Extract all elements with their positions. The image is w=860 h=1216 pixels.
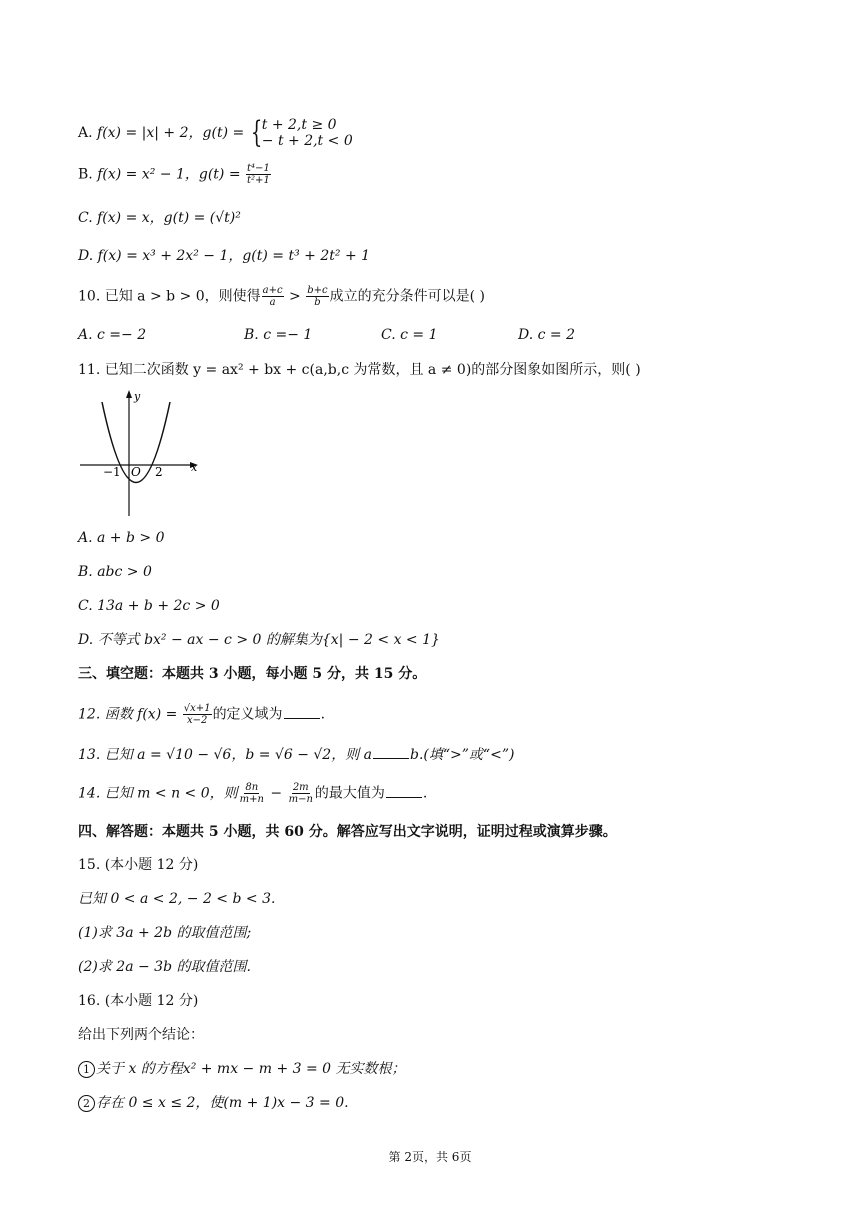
q14-answer-blank: [386, 783, 422, 798]
q11-option-c: C. 13a + b + 2c > 0: [78, 598, 220, 614]
section-4-heading: 四、解答题：本题共 5 小题，共 60 分。解答应写出文字说明，证明过程或演算步骤。: [78, 824, 617, 840]
q13-stem: 13. 已知 a = √10 − √6，b = √6 − √2，则 a b.(填“>”或“<”): [78, 744, 514, 765]
q15-given: 已知 0 < a < 2, − 2 < b < 3.: [78, 891, 276, 907]
graph-y-label: y: [134, 390, 141, 403]
q11-stem: 11. 已知二次函数 y = ax² + bx + c(a,b,c 为常数，且 a ≠ 0)的部分图象如图所示，则( ): [78, 362, 641, 378]
q10-option-b: B. c =− 1: [244, 327, 313, 343]
q15-part-1: (1)求 3a + 2b 的取值范围;: [78, 925, 252, 941]
q15-heading: 15. (本小题 12 分): [78, 857, 199, 873]
q11-option-a: A. a + b > 0: [78, 530, 165, 546]
q12-answer-blank: [284, 704, 320, 719]
q10-option-a: A. c =− 2: [78, 327, 147, 343]
q10-stem: 10. 已知 a > b > 0，则使得 $\frac{a+c}{a}$ > $\frac{b+c}{b}$ 成立的充分条件可以是( ): [78, 285, 486, 308]
graph-y-arrow: [126, 390, 132, 398]
parabola-graph: [78, 388, 208, 520]
q10-option-c: C. c = 1: [381, 327, 438, 343]
q16-conclusion-1: 1 关于 x 的方程x² + mx − m + 3 = 0 无实数根；: [78, 1059, 406, 1079]
q9-option-b: B. f(x) = x² − 1，g(t) = $\frac{\text{t⁴−1}}{\text{t²+1}}$: [78, 163, 270, 186]
q13-answer-blank: [373, 744, 409, 759]
q16-heading: 16. (本小题 12 分): [78, 993, 199, 1009]
q16-intro: 给出下列两个结论：: [78, 1027, 204, 1043]
circled-number-2: 2: [78, 1095, 95, 1112]
graph-tick-2: 2: [155, 465, 163, 479]
q11-option-b: B. abc > 0: [78, 564, 152, 580]
q9-option-c: C. f(x) = x，g(t) = (√t)²: [78, 210, 241, 226]
q11-option-d: D. 不等式 bx² − ax − c > 0 的解集为{x| − 2 < x < 1}: [78, 632, 440, 648]
q16-conclusion-2: 2 存在 0 ≤ x ≤ 2，使(m + 1)x − 3 = 0.: [78, 1093, 349, 1113]
q10-option-d: D. c = 2: [518, 327, 576, 343]
q9-option-d: D. f(x) = x³ + 2x² − 1，g(t) = t³ + 2t² + 1: [78, 248, 371, 264]
page-footer: 第 2页，共 6页: [388, 1150, 472, 1164]
graph-x-label: x: [191, 461, 198, 474]
q12-stem: 12. 函数 f(x) = $\frac{√x+1}{x-2}$ 的定义域为 .: [78, 703, 326, 726]
q14-stem: 14. 已知 m < n < 0，则 $\frac{8n}{m+n}$ − $\frac{2m}{m-n}$ 的最大值为 .: [78, 782, 428, 805]
q9-option-a: A. f(x) = |x| + 2，g(t) = { t + 2,t ≥ 0 − t + 2,t < 0: [78, 115, 353, 150]
graph-origin-label: O: [131, 465, 141, 479]
circled-number-1: 1: [78, 1061, 95, 1078]
q15-part-2: (2)求 2a − 3b 的取值范围.: [78, 959, 251, 975]
section-3-heading: 三、填空题：本题共 3 小题，每小题 5 分，共 15 分。: [78, 666, 427, 682]
graph-tick-neg1: −1: [103, 465, 121, 479]
